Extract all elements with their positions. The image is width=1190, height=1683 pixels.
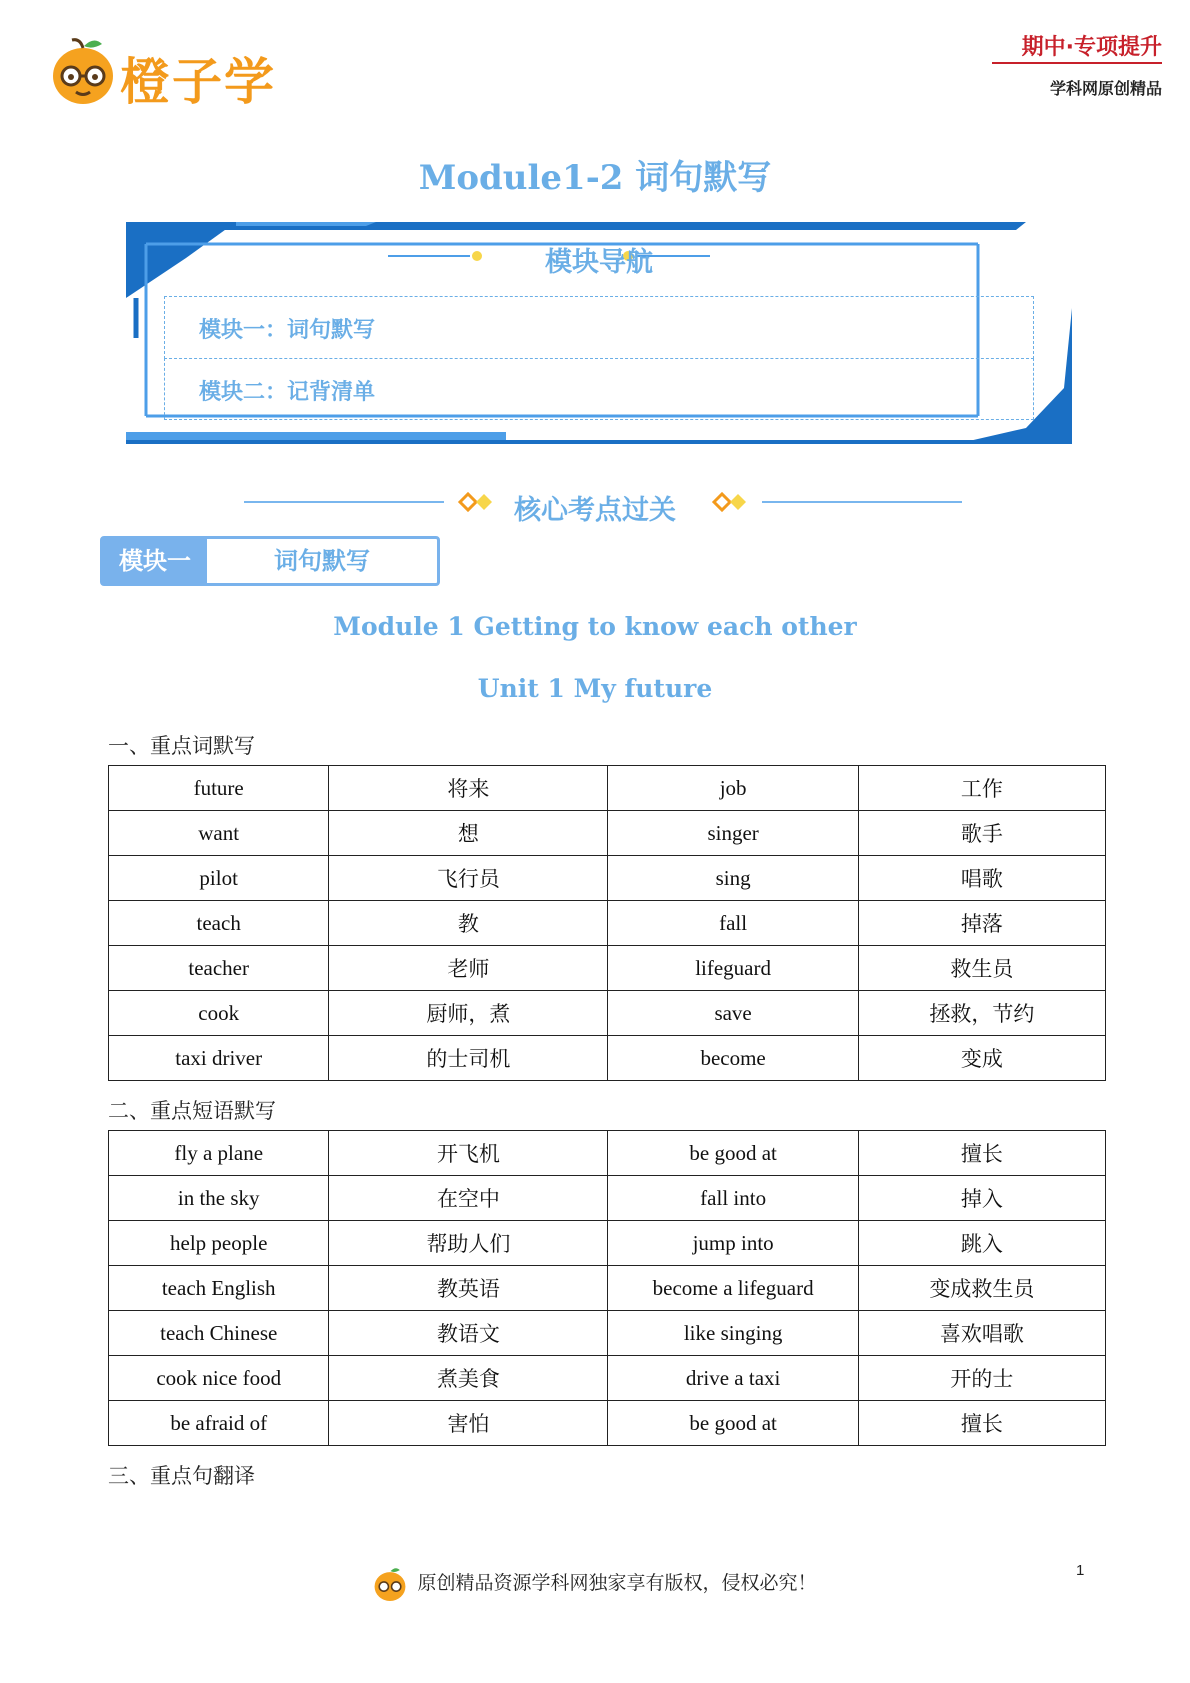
module-tab-title: 词句默写 bbox=[274, 547, 370, 575]
nav-item-module-two[interactable] bbox=[164, 358, 1034, 420]
badge-title: 期中·专项提升 bbox=[1021, 35, 1162, 60]
nav-item-label: 模块一：词句默写 bbox=[199, 318, 376, 343]
english-cell: drive a taxi bbox=[608, 1356, 858, 1401]
vocab-table bbox=[108, 765, 1106, 1081]
chinese-cell: 教 bbox=[329, 901, 608, 946]
phrase-table bbox=[108, 1130, 1106, 1446]
table-row bbox=[109, 1176, 1106, 1221]
english-cell: cook nice food bbox=[109, 1356, 329, 1401]
english-cell: save bbox=[608, 991, 858, 1036]
chinese-cell: 在空中 bbox=[329, 1176, 608, 1221]
english-cell: teach bbox=[109, 901, 329, 946]
chinese-cell: 煮美食 bbox=[329, 1356, 608, 1401]
chinese-cell: 害怕 bbox=[329, 1401, 608, 1446]
english-cell: sing bbox=[608, 856, 858, 901]
table-row bbox=[109, 1356, 1106, 1401]
table-row bbox=[109, 1311, 1106, 1356]
chinese-cell: 擅长 bbox=[858, 1401, 1105, 1446]
chinese-cell: 帮助人们 bbox=[329, 1221, 608, 1266]
nav-title: 模块导航 bbox=[545, 247, 653, 278]
logo-text: 橙子学 bbox=[120, 53, 276, 111]
page-title: Module1-2 词句默写 bbox=[418, 158, 772, 198]
english-cell: cook bbox=[109, 991, 329, 1036]
english-cell: teacher bbox=[109, 946, 329, 991]
chinese-cell: 飞行员 bbox=[329, 856, 608, 901]
english-cell: taxi driver bbox=[109, 1036, 329, 1081]
chinese-cell: 想 bbox=[329, 811, 608, 856]
orange-mascot-icon bbox=[373, 1566, 407, 1602]
english-cell: become a lifeguard bbox=[608, 1266, 858, 1311]
english-cell: in the sky bbox=[109, 1176, 329, 1221]
unit-heading: Unit 1 My future bbox=[477, 674, 713, 703]
chinese-cell: 擅长 bbox=[858, 1131, 1105, 1176]
english-cell: singer bbox=[608, 811, 858, 856]
footer bbox=[0, 1566, 1190, 1602]
english-cell: fly a plane bbox=[109, 1131, 329, 1176]
chinese-cell: 变成救生员 bbox=[858, 1266, 1105, 1311]
table-row bbox=[109, 811, 1106, 856]
page-number: 1 bbox=[1076, 1562, 1085, 1579]
chinese-cell: 掉入 bbox=[858, 1176, 1105, 1221]
table-row bbox=[109, 1131, 1106, 1176]
module-tab bbox=[100, 536, 440, 586]
table-row bbox=[109, 991, 1106, 1036]
module-tab-label: 模块一 bbox=[103, 539, 207, 583]
nav-item-module-one[interactable] bbox=[164, 296, 1034, 359]
english-cell: help people bbox=[109, 1221, 329, 1266]
nav-item-label: 模块二：记背清单 bbox=[199, 380, 376, 405]
english-cell: fall into bbox=[608, 1176, 858, 1221]
section-divider-right bbox=[712, 492, 972, 512]
english-cell: like singing bbox=[608, 1311, 858, 1356]
chinese-cell: 厨师，煮 bbox=[329, 991, 608, 1036]
chinese-cell: 唱歌 bbox=[858, 856, 1105, 901]
english-cell: lifeguard bbox=[608, 946, 858, 991]
chinese-cell: 开的士 bbox=[858, 1356, 1105, 1401]
chinese-cell: 教英语 bbox=[329, 1266, 608, 1311]
english-cell: future bbox=[109, 766, 329, 811]
english-cell: jump into bbox=[608, 1221, 858, 1266]
english-cell: be good at bbox=[608, 1401, 858, 1446]
brand-logo bbox=[50, 36, 310, 116]
part2-label: 二、重点短语默写 bbox=[108, 1099, 276, 1123]
table-row bbox=[109, 1401, 1106, 1446]
chinese-cell: 教语文 bbox=[329, 1311, 608, 1356]
chinese-cell: 老师 bbox=[329, 946, 608, 991]
table-row bbox=[109, 856, 1106, 901]
english-cell: fall bbox=[608, 901, 858, 946]
english-cell: pilot bbox=[109, 856, 329, 901]
chinese-cell: 跳入 bbox=[858, 1221, 1105, 1266]
table-row bbox=[109, 766, 1106, 811]
part3-label: 三、重点句翻译 bbox=[108, 1464, 255, 1488]
chinese-cell: 喜欢唱歌 bbox=[858, 1311, 1105, 1356]
table-row bbox=[109, 946, 1106, 991]
chinese-cell: 的士司机 bbox=[329, 1036, 608, 1081]
english-cell: want bbox=[109, 811, 329, 856]
copyright-text: 原创精品资源学科网独家享有版权，侵权必究！ bbox=[417, 1572, 817, 1594]
badge-divider bbox=[992, 62, 1162, 64]
english-cell: teach English bbox=[109, 1266, 329, 1311]
chinese-cell: 将来 bbox=[329, 766, 608, 811]
chinese-cell: 救生员 bbox=[858, 946, 1105, 991]
chinese-cell: 变成 bbox=[858, 1036, 1105, 1081]
english-cell: teach Chinese bbox=[109, 1311, 329, 1356]
english-cell: become bbox=[608, 1036, 858, 1081]
table-row bbox=[109, 1266, 1106, 1311]
table-row bbox=[109, 1036, 1106, 1081]
chinese-cell: 开飞机 bbox=[329, 1131, 608, 1176]
chinese-cell: 拯救，节约 bbox=[858, 991, 1105, 1036]
part1-label: 一、重点词默写 bbox=[108, 734, 255, 758]
badge-subtitle: 学科网原创精品 bbox=[1049, 79, 1162, 98]
module-navigation bbox=[126, 218, 1072, 448]
orange-mascot-icon bbox=[50, 36, 116, 106]
table-row bbox=[109, 901, 1106, 946]
chinese-cell: 歌手 bbox=[858, 811, 1105, 856]
table-row bbox=[109, 1221, 1106, 1266]
chinese-cell: 掉落 bbox=[858, 901, 1105, 946]
english-cell: be afraid of bbox=[109, 1401, 329, 1446]
english-cell: job bbox=[608, 766, 858, 811]
chinese-cell: 工作 bbox=[858, 766, 1105, 811]
english-cell: be good at bbox=[608, 1131, 858, 1176]
core-section-heading: 核心考点过关 bbox=[514, 495, 676, 526]
module-heading: Module 1 Getting to know each other bbox=[333, 612, 857, 641]
